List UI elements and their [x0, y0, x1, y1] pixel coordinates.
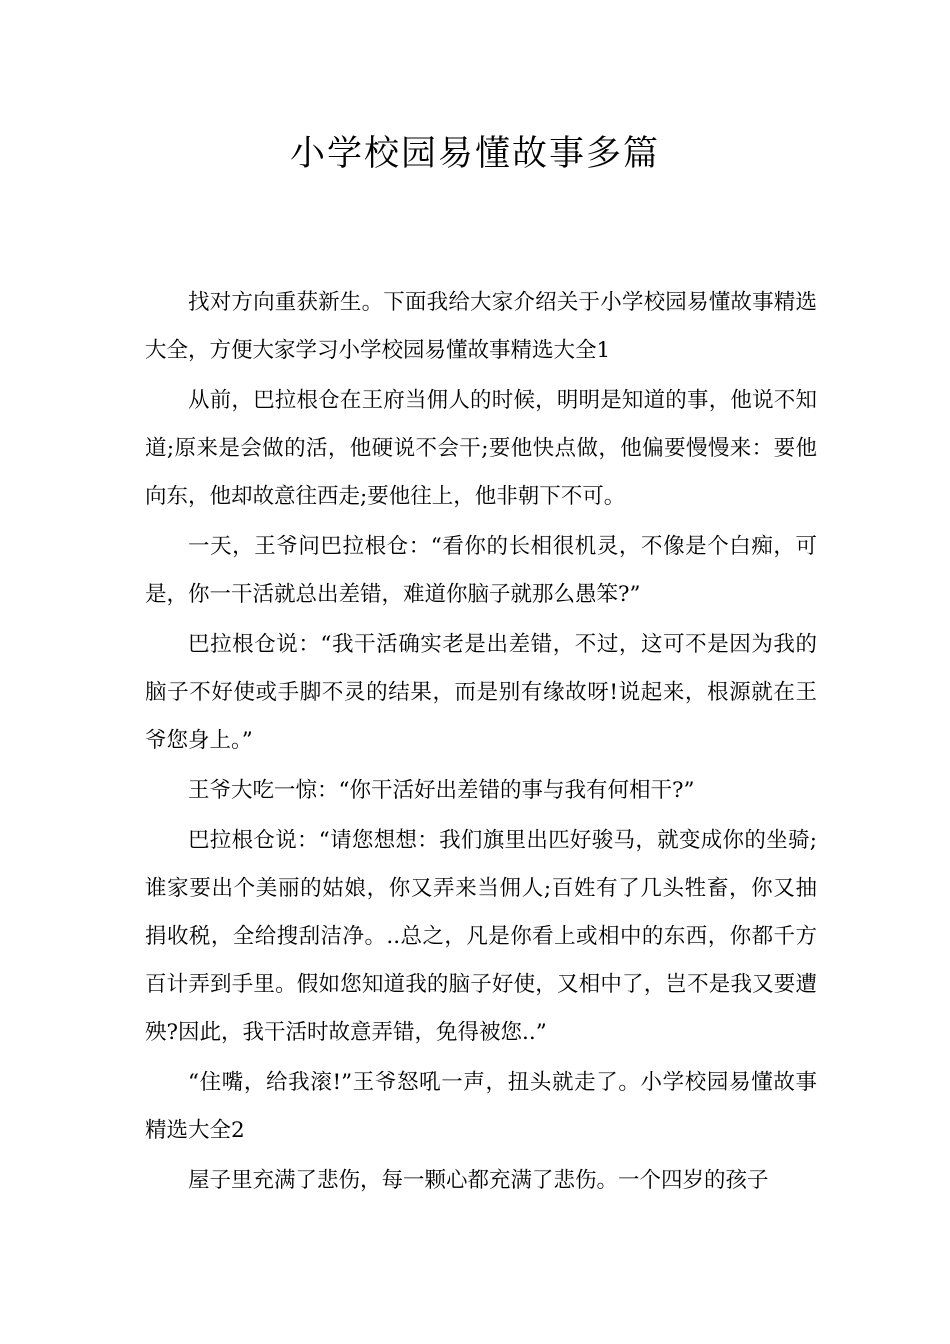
document-body — [145, 279, 817, 1207]
document-title: 小学校园易懂故事多篇 — [289, 134, 660, 174]
paragraph: 巴拉根仓说：“我干活确实老是出差错，不过，这可不是因为我的脑子不好使或手脚不灵的结果，而是别有缘故呀!说起来，根源就在王爷您身上。” — [145, 632, 817, 753]
paragraph: 屋子里充满了悲伤，每一颗心都充满了悲伤。一个四岁的孩子 — [188, 1168, 769, 1193]
paragraph: 巴拉根仓说：“请您想想：我们旗里出匹好骏马，就变成你的坐骑;谁家要出个美丽的姑娘，你又弄来当佣人;百姓有了几头牲畜，你又抽捐收税，全给搜刮洁净。..总之，凡是你看上或相中的东西，你都千方百计弄到手里。假如您知道我的脑子好使，又相中了，岂不是我又要遭殃?因此，我干活时故意弄错，免得被您..” — [145, 828, 817, 1045]
paragraph: 从前，巴拉根仓在王府当佣人的时候，明明是知道的事，他说不知道;原来是会做的活，他硬说不会干;要他快点做，他偏要慢慢来：要他向东，他却故意往西走;要他往上，他非朝下不可。 — [145, 388, 817, 509]
paragraph: 王爷大吃一惊：“你干活好出差错的事与我有何相干?” — [188, 778, 695, 803]
paragraph: “住嘴，给我滚!”王爷怒吼一声，扭头就走了。小学校园易懂故事精选大全2 — [145, 1070, 817, 1143]
paragraph: 一天，王爷问巴拉根仓：“看你的长相很机灵，不像是个白痴，可是，你一干活就总出差错，难道你脑子就那么愚笨?” — [145, 534, 817, 607]
paragraph: 找对方向重获新生。下面我给大家介绍关于小学校园易懂故事精选大全，方便大家学习小学校园易懂故事精选大全1 — [145, 290, 817, 363]
